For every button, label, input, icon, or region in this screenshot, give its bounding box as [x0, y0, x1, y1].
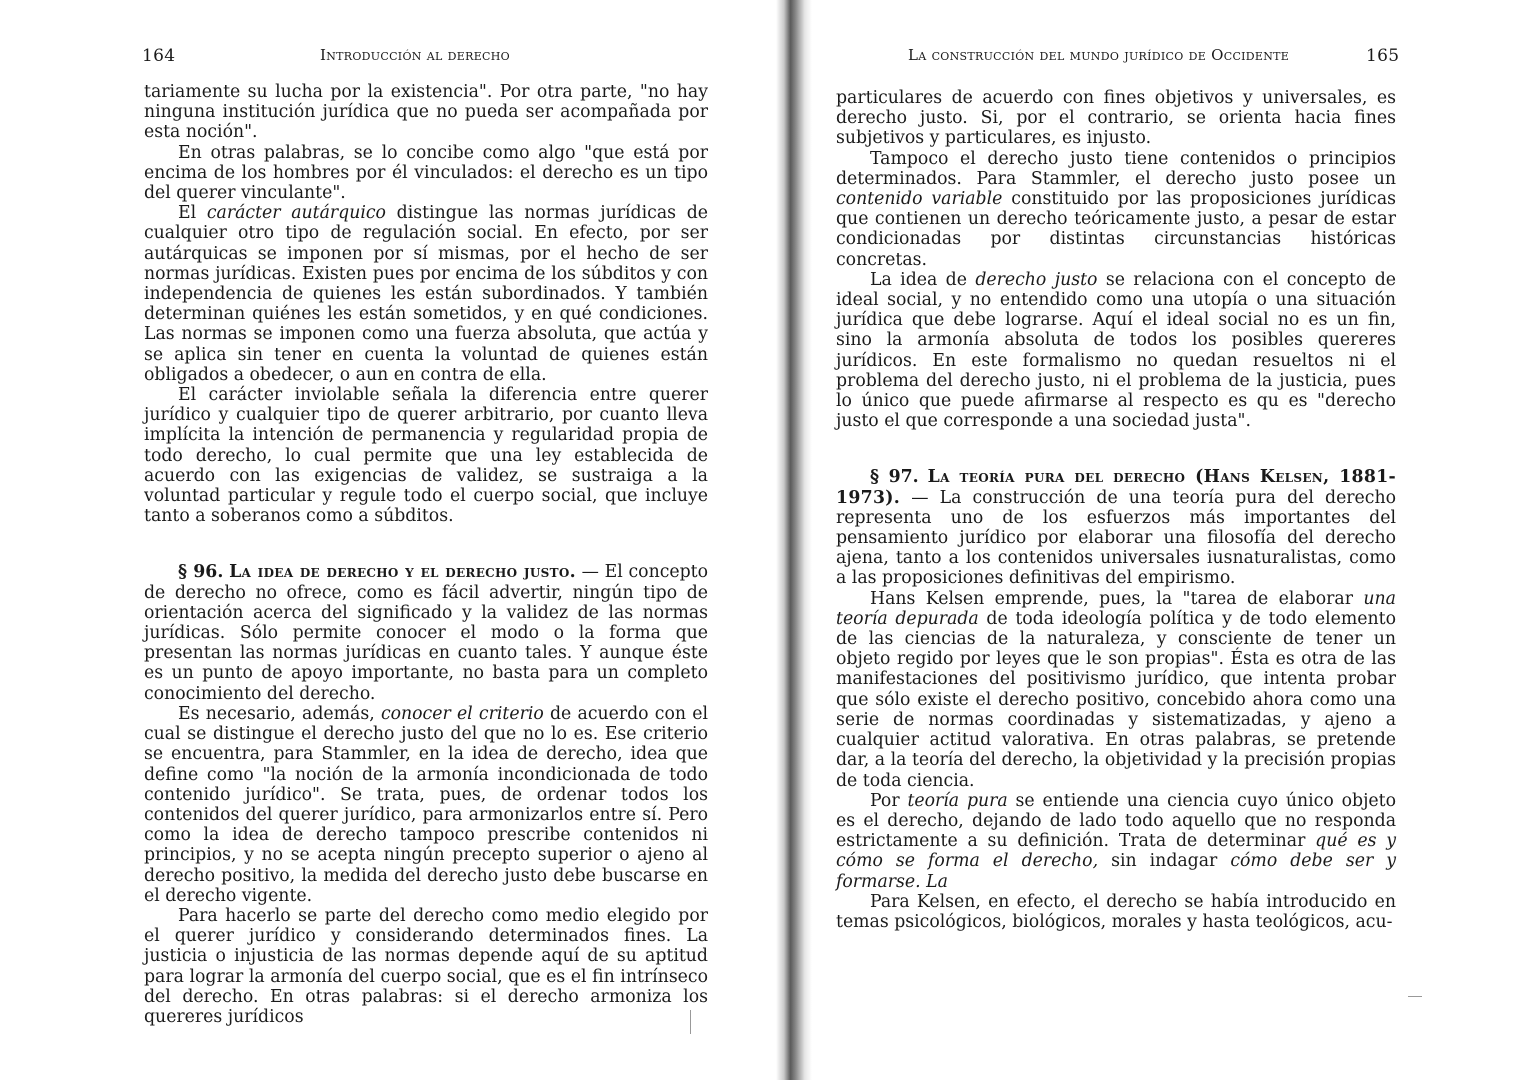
paragraph: Es necesario, además, conocer el criterio de acuerdo con el cual se distingue el derecho justo del que no lo es. Ese criterio se encuentra, para Stammler, en la idea de derecho, idea que define como "la noción de la armonía incondicionada de todo contenido jurídico". Se trata, pues, de ordenar todos los contenidos del querer jurídico, para armonizarlos entre sí. Pero como la idea de derecho tampoco prescribe contenidos ni principios, y no se acepta ningún precepto superior o ajeno al derecho positivo, la medida del derecho justo debe buscarse en el derecho vigente. [144, 703, 708, 906]
paragraph: Para Kelsen, en efecto, el derecho se había introducido en temas psicológicos, biológicos, morales y hasta teológicos, acu- [836, 891, 1396, 932]
paragraph: Tampoco el derecho justo tiene contenidos o principios determinados. Para Stammler, el derecho justo posee un contenido variable constituido por las proposiciones jurídicas que contienen un derecho teóricamente justo, a pesar de estar condicionadas por distintas circunstancias históricas concretas. [836, 148, 1396, 270]
right-page-number: 165 [1366, 46, 1400, 66]
left-page-number: 164 [142, 46, 176, 66]
right-body-text [836, 88, 1396, 932]
section-97-paragraph: § 97. La teoría pura del derecho (Hans Kelsen, 1881-1973). — La construcción de una teoría pura del derecho representa uno de los esfuerzos más importantes del pensamiento jurídico por elaborar una filosofía del derecho ajena, tanto a los contenidos universales iusnaturalistas, como a las proposiciones definitivas del empirismo. [836, 467, 1396, 589]
paragraph: El carácter inviolable señala la diferencia entre querer jurídico y cualquier tipo de querer arbitrario, por cuanto lleva implícita la intención de permanencia y regularidad propia de todo derecho, lo cual permite que una ley establecida de acuerdo con las exigencias de validez, se sustraiga a la voluntad particular y regule todo el cuerpo social, que incluye tanto a soberanos como a súbditos. [144, 385, 708, 527]
paragraph: En otras palabras, se lo concibe como algo "que está por encima de los hombres por él vinculados: el derecho es un tipo del querer vinculante". [144, 142, 708, 204]
paragraph: Por teoría pura se entiende una ciencia cuyo único objeto es el derecho, dejando de lado todo aquello que no responda estrictamente a su definición. Trata de determinar qué es y cómo se forma el derecho, sin indagar cómo debe ser y formarse. La [836, 790, 1396, 892]
left-running-head: Introducción al derecho [320, 46, 510, 64]
paragraph: tariamente su lucha por la existencia". Por otra parte, "no hay ninguna institución jurídica que no pueda ser acompañada por esta noción". [144, 82, 708, 143]
right-page [790, 0, 1526, 1080]
section-title: La idea de derecho y el derecho justo. [229, 562, 576, 583]
section-96-paragraph: § 96. La idea de derecho y el derecho justo. — El concepto de derecho no ofrece, como es fácil advertir, ningún tipo de orientación acerca del significado y la validez de las normas jurídicas. Sólo permite conocer el modo o la forma que presentan las normas jurídicas en cuanto tales. Y aunque éste es un punto de apoyo importante, no basta para un completo conocimiento del derecho. [144, 562, 709, 704]
paragraph: El carácter autárquico distingue las normas jurídicas de cualquier otro tipo de regulación social. En efecto, por ser autárquicas se imponen por sí mismas, por el hecho de ser normas jurídicas. Existen pues por encima de los súbditos y con independencia de quienes les están subordinados. Y también determinan quiénes les están sometidos, y en qué condiciones. Las normas se imponen como una fuerza absoluta, que actúa y se aplica sin tener en cuenta la voluntad de quienes están obligados a obedecer, o aun en contra de ella. [144, 203, 708, 385]
section-number: § 96. [178, 562, 224, 583]
paragraph: particulares de acuerdo con fines objetivos y universales, es derecho justo. Si, por el contrario, se orienta hacia fines subjetivos y particulares, es injusto. [836, 88, 1396, 149]
right-running-head: La construcción del mundo jurídico de Occidente [908, 46, 1290, 64]
paragraph: Hans Kelsen emprende, pues, la "tarea de elaborar una teoría depurada de toda ideología política y de todo elemento de las ciencias de la naturaleza, y consciente de tener un objeto regido por leyes que le son propias". Ésta es otra de las manifestaciones del positivismo jurídico, que intenta probar que sólo existe el derecho positivo, concebido ahora como una serie de normas coordinadas y sistematizadas, y ajeno a cualquier actitud valorativa. En otras palabras, se pretende dar, a la teoría del derecho, la objetividad y la precisión propias de toda ciencia. [836, 588, 1396, 791]
paragraph: Para hacerlo se parte del derecho como medio elegido por el querer jurídico y considerando determinados fines. La justicia o injusticia de las normas depende aquí de su aptitud para lograr la armonía del cuerpo social, que es el fin intrínseco del derecho. En otras palabras: si el derecho armoniza los quereres jurídicos [144, 905, 708, 1027]
section-title: La teoría pura del derecho (Hans Kelsen, 1881-1973). [836, 467, 1396, 508]
paragraph: La idea de derecho justo se relaciona con el concepto de ideal social, y no entendido como una utopía o una situación jurídica que debe lograrse. Aquí el ideal social no es un fin, sino la armonía absoluta de todos los posibles quereres jurídicos. En este formalismo no quedan resueltos ni el problema del derecho justo, ni el problema de la justicia, pues lo único que puede afirmarse al respecto es qu es "derecho justo el que corresponde a una sociedad justa". [836, 269, 1396, 432]
left-body-text [144, 82, 708, 1027]
scan-mark [1408, 996, 1422, 997]
section-number: § 97. [870, 467, 919, 488]
scan-mark [690, 1010, 691, 1034]
